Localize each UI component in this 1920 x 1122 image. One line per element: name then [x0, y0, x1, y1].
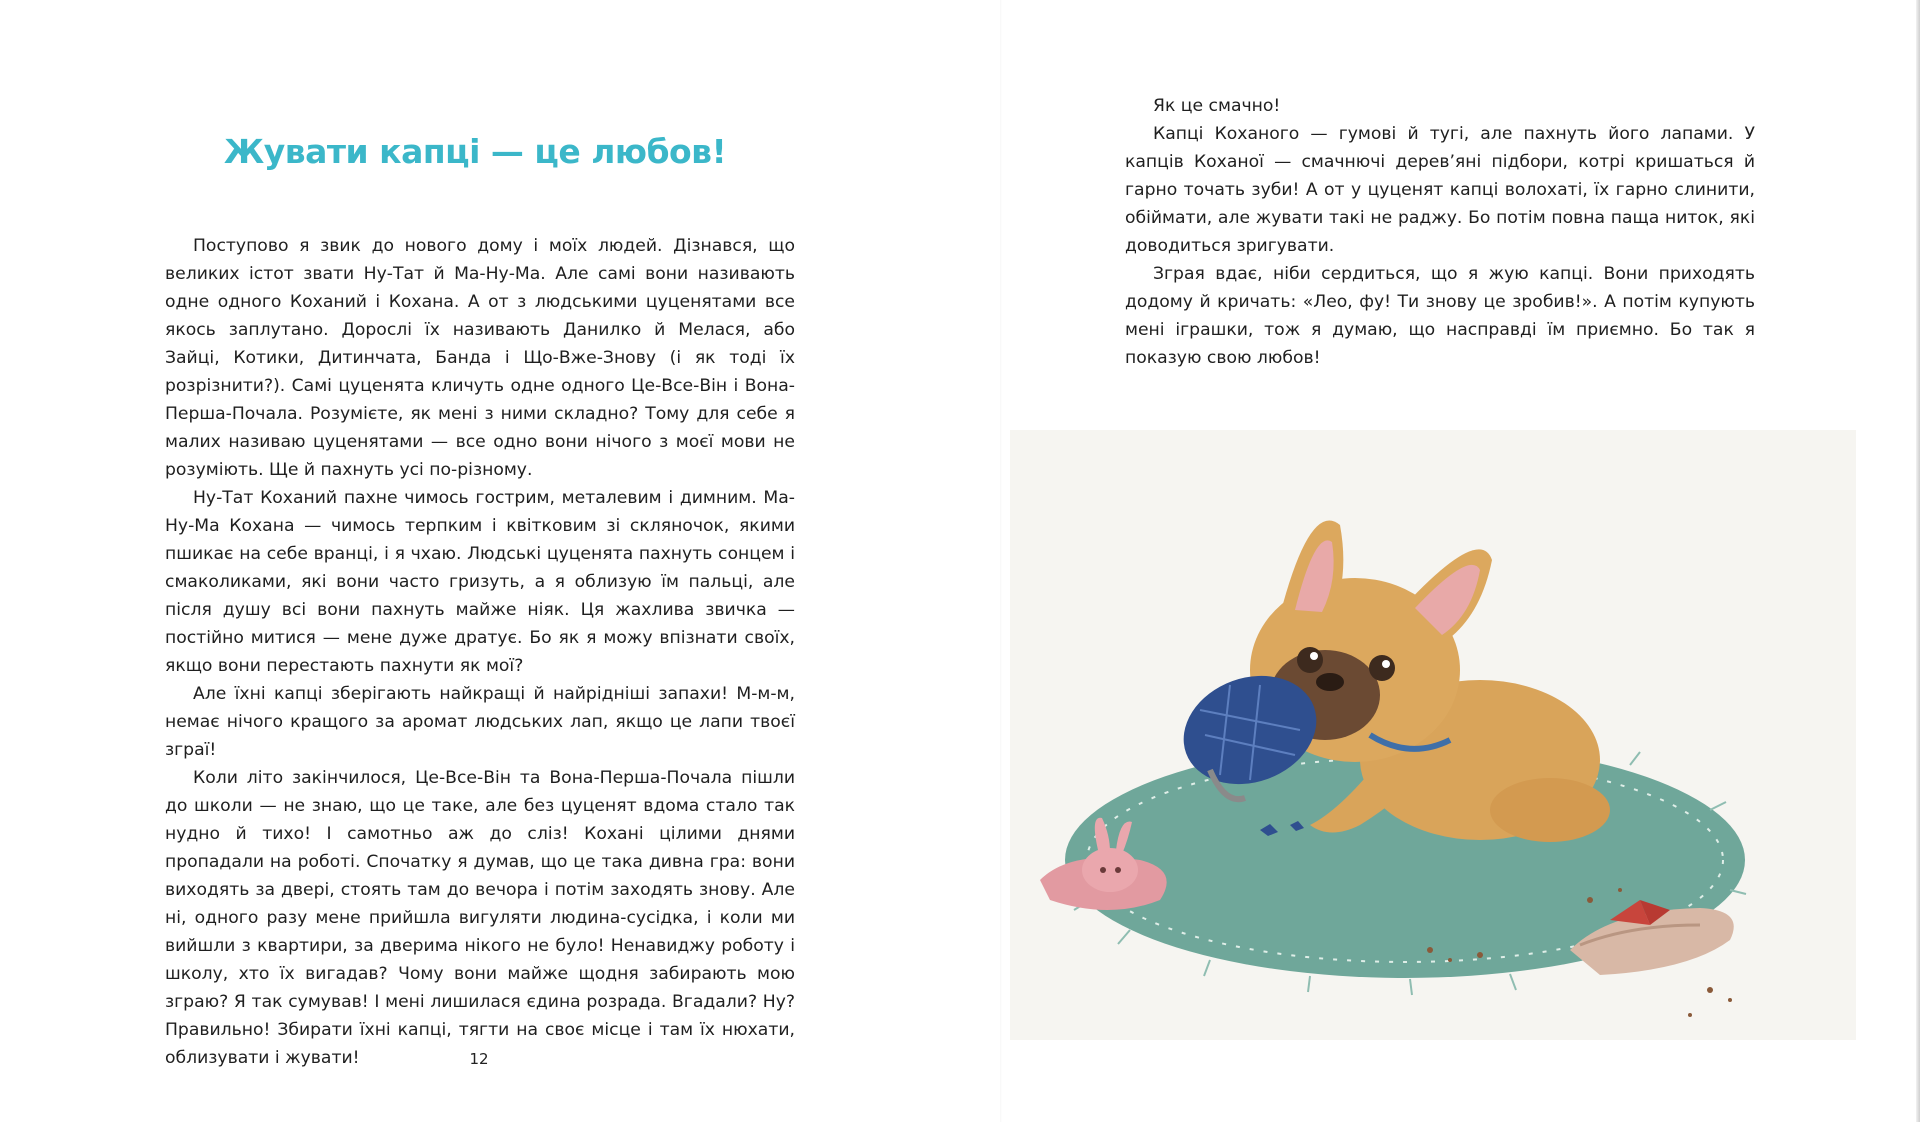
left-page-text — [165, 232, 795, 1072]
chapter-title: Жувати капці — це любов! — [223, 132, 727, 171]
paragraph: Поступово я звик до нового дому і моїх людей. Дізнався, що великих істот звати Ну-Тат й Ма-Ну-Ма. Але самі вони називають одне одного Коханий і Кохана. А от з людськими цуценятами все якось заплутано. Дорослі їх називають Данилко й Мелася, або Зайці, Котики, Дитинчата, Банда і Що-Вже-Знову (і як тоді їх розрізнити?). Самі цуценята кличуть одне одного Це-Все-Він і Вона-Перша-Почала. Розумієте, як мені з ними складно? Тому для себе я малих називаю цуценятами — все одно вони нічого з моєї мови не розуміють. Ще й пахнуть усі по-різному. — [165, 236, 795, 480]
paragraph: Ну-Тат Коханий пахне чимось гострим, металевим і димним. Ма-Ну-Ма Кохана — чимось терпким і квітковим зі скляночок, якими пшикає на себе вранці, і я чхаю. Людські цуценята пахнуть сонцем і смаколиками, які вони часто гризуть, а я облизую їм пальці, але після душу всі вони пахнуть майже ніяк. Ця жахлива звичка — постійно митися — мене дуже дратує. Бо як я можу впізнати своїх, якщо вони перестають пахнути як мої? — [165, 488, 795, 676]
paragraph: Зграя вдає, ніби сердиться, що я жую капці. Вони приходять додому й кричать: «Лео, фу! Ти знову це зробив!». А потім купують мені іграшки, тож я думаю, що насправді їм приємно. Бо так я показую свою любов! — [1125, 264, 1755, 368]
dog-illustration — [1010, 430, 1856, 1040]
right-page-text — [1125, 92, 1755, 372]
paragraph: Коли літо закінчилося, Це-Все-Він та Вона-Перша-Почала пішли до школи — не знаю, що це таке, але без цуценят вдома стало так нудно й тихо! І самотньо аж до сліз! Кохані цілими днями пропадали на роботі. Спочатку я думав, що це така дивна гра: вони виходять за двері, стоять там до вечора і потім заходять знову. Але ні, одного разу мене прийшла вигуляти людина-сусідка, і коли ми вийшли з квартири, за дверима нікого не було! Ненавиджу роботу і школу, хто їх вигадав? Чому вони майже щодня забирають мою зграю? Я так сумував! І мені лишилася єдина розрада. Вгадали? Ну? Правильно! Збирати їхні капці, тягти на своє місце і там їх нюхати, облизувати і жувати! — [165, 768, 795, 1068]
paragraph: Капці Коханого — гумові й тугі, але пахнуть його лапами. У капців Коханої — смачнючі дерев’яні підбори, котрі кришаться й гарно точать зуби! А от у цуценят капці волохаті, їх гарно слинити, обіймати, але жувати такі не раджу. Бо потім повна паща ниток, які доводиться зригувати. — [1125, 124, 1755, 256]
paragraph: Як це смачно! — [1153, 96, 1281, 116]
illustration-svg — [1010, 430, 1856, 1040]
page-number: 12 — [469, 1050, 489, 1068]
paragraph: Але їхні капці зберігають найкращі й найрідніші запахи! М-м-м, немає нічого кращого за аромат людських лап, якщо це лапи твоєї зграї! — [165, 684, 795, 760]
